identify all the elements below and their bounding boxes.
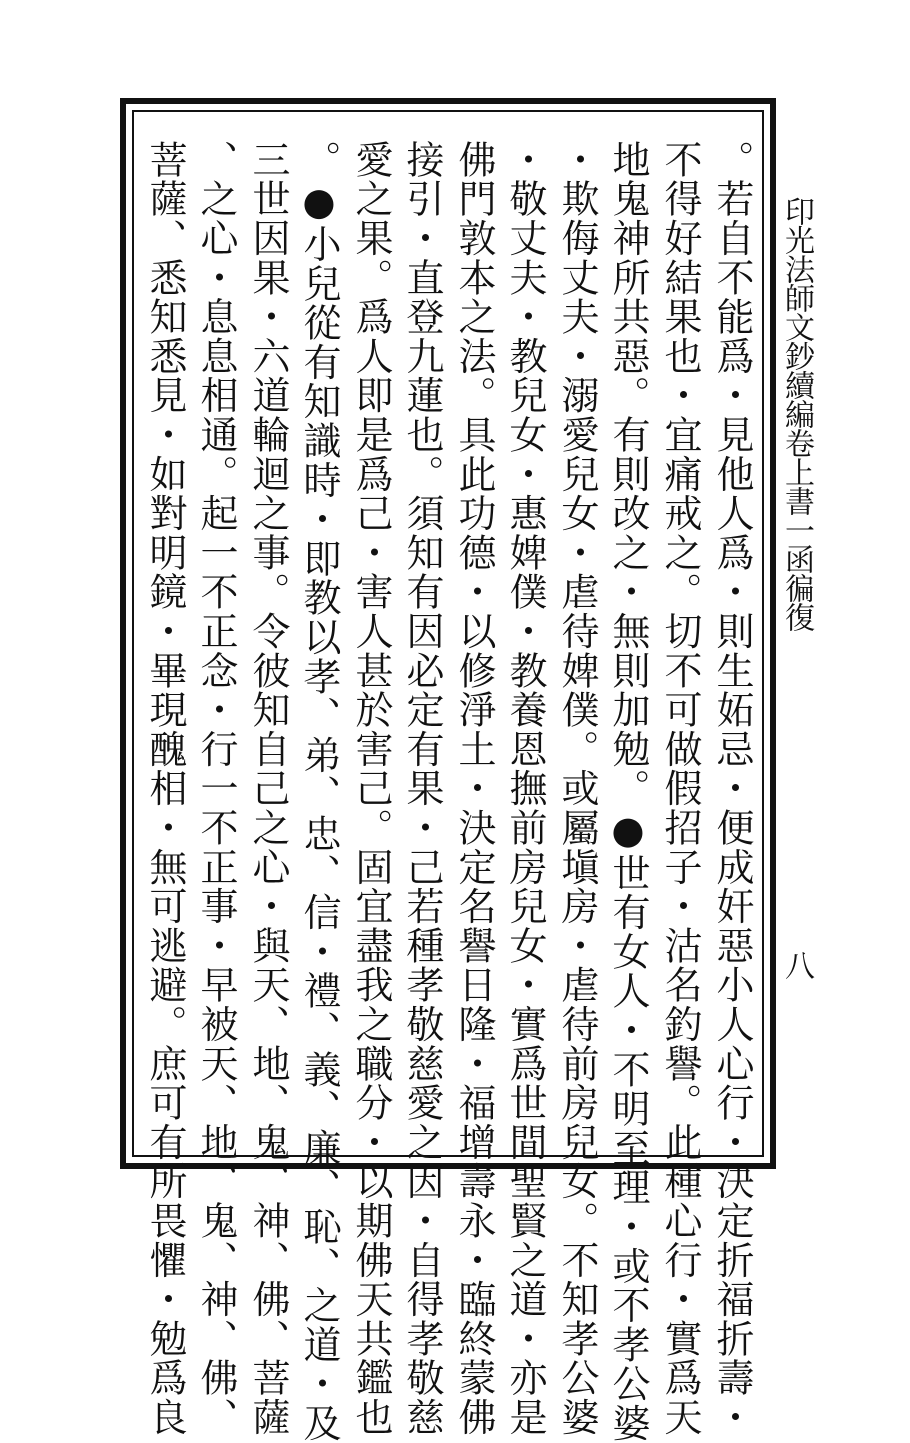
text-column-4: ・欺侮丈夫・溺愛兒女・虐待婢僕。或屬塡房・虐待前房兒女。不知孝公婆 — [555, 140, 599, 1437]
text-column-3: 地鬼神所共惡。有則改之・無則加勉。●世有女人・不明至理・或不孝公婆 — [606, 140, 650, 1443]
text-column-7: 接引・直登九蓮也。須知有因必定有果・己若種孝敬慈愛之因・自得孝敬慈 — [400, 140, 444, 1437]
text-column-9: 。●小兒從有知識時・即教以孝、弟、忠、信・禮、義、廉、恥、之道・及 — [297, 140, 341, 1443]
section-label: 書 — [779, 486, 814, 515]
letter-title: 一函徧復 — [779, 515, 814, 631]
text-column-5: ・敬丈夫・教兒女・惠婢僕・教養恩撫前房兒女・實爲世間聖賢之道・亦是 — [503, 140, 547, 1437]
text-column-2: 不得好結果也・宜痛戒之。切不可做假招子・沽名釣譽。此種心行・實爲天 — [658, 140, 702, 1437]
running-header — [778, 196, 814, 631]
page-number: 八 — [779, 950, 814, 980]
text-column-11: 、之心・息息相通。起一不正念・行一不正事・早被天、地、鬼、神、佛、 — [194, 140, 238, 1437]
text-column-10: 三世因果・六道輪迴之事。令彼知自己之心・與天、地、鬼、神、佛、菩薩 — [246, 140, 290, 1437]
text-column-1: 。若自不能爲・見他人爲・則生妬忌・便成奸惡小人心行・決定折福折壽・ — [710, 140, 754, 1437]
book-title: 印光法師文鈔續編卷上 — [779, 196, 814, 486]
text-column-6: 佛門敦本之法。具此功德・以修淨土・決定名譽日隆・福增壽永・臨終蒙佛 — [452, 140, 496, 1437]
text-column-8: 愛之果。爲人即是爲己・害人甚於害己。固宜盡我之職分・以期佛天共鑑也 — [349, 140, 393, 1437]
text-column-12: 菩薩、悉知悉見・如對明鏡・畢現醜相・無可逃避。庶可有所畏懼・勉爲良 — [143, 140, 187, 1437]
